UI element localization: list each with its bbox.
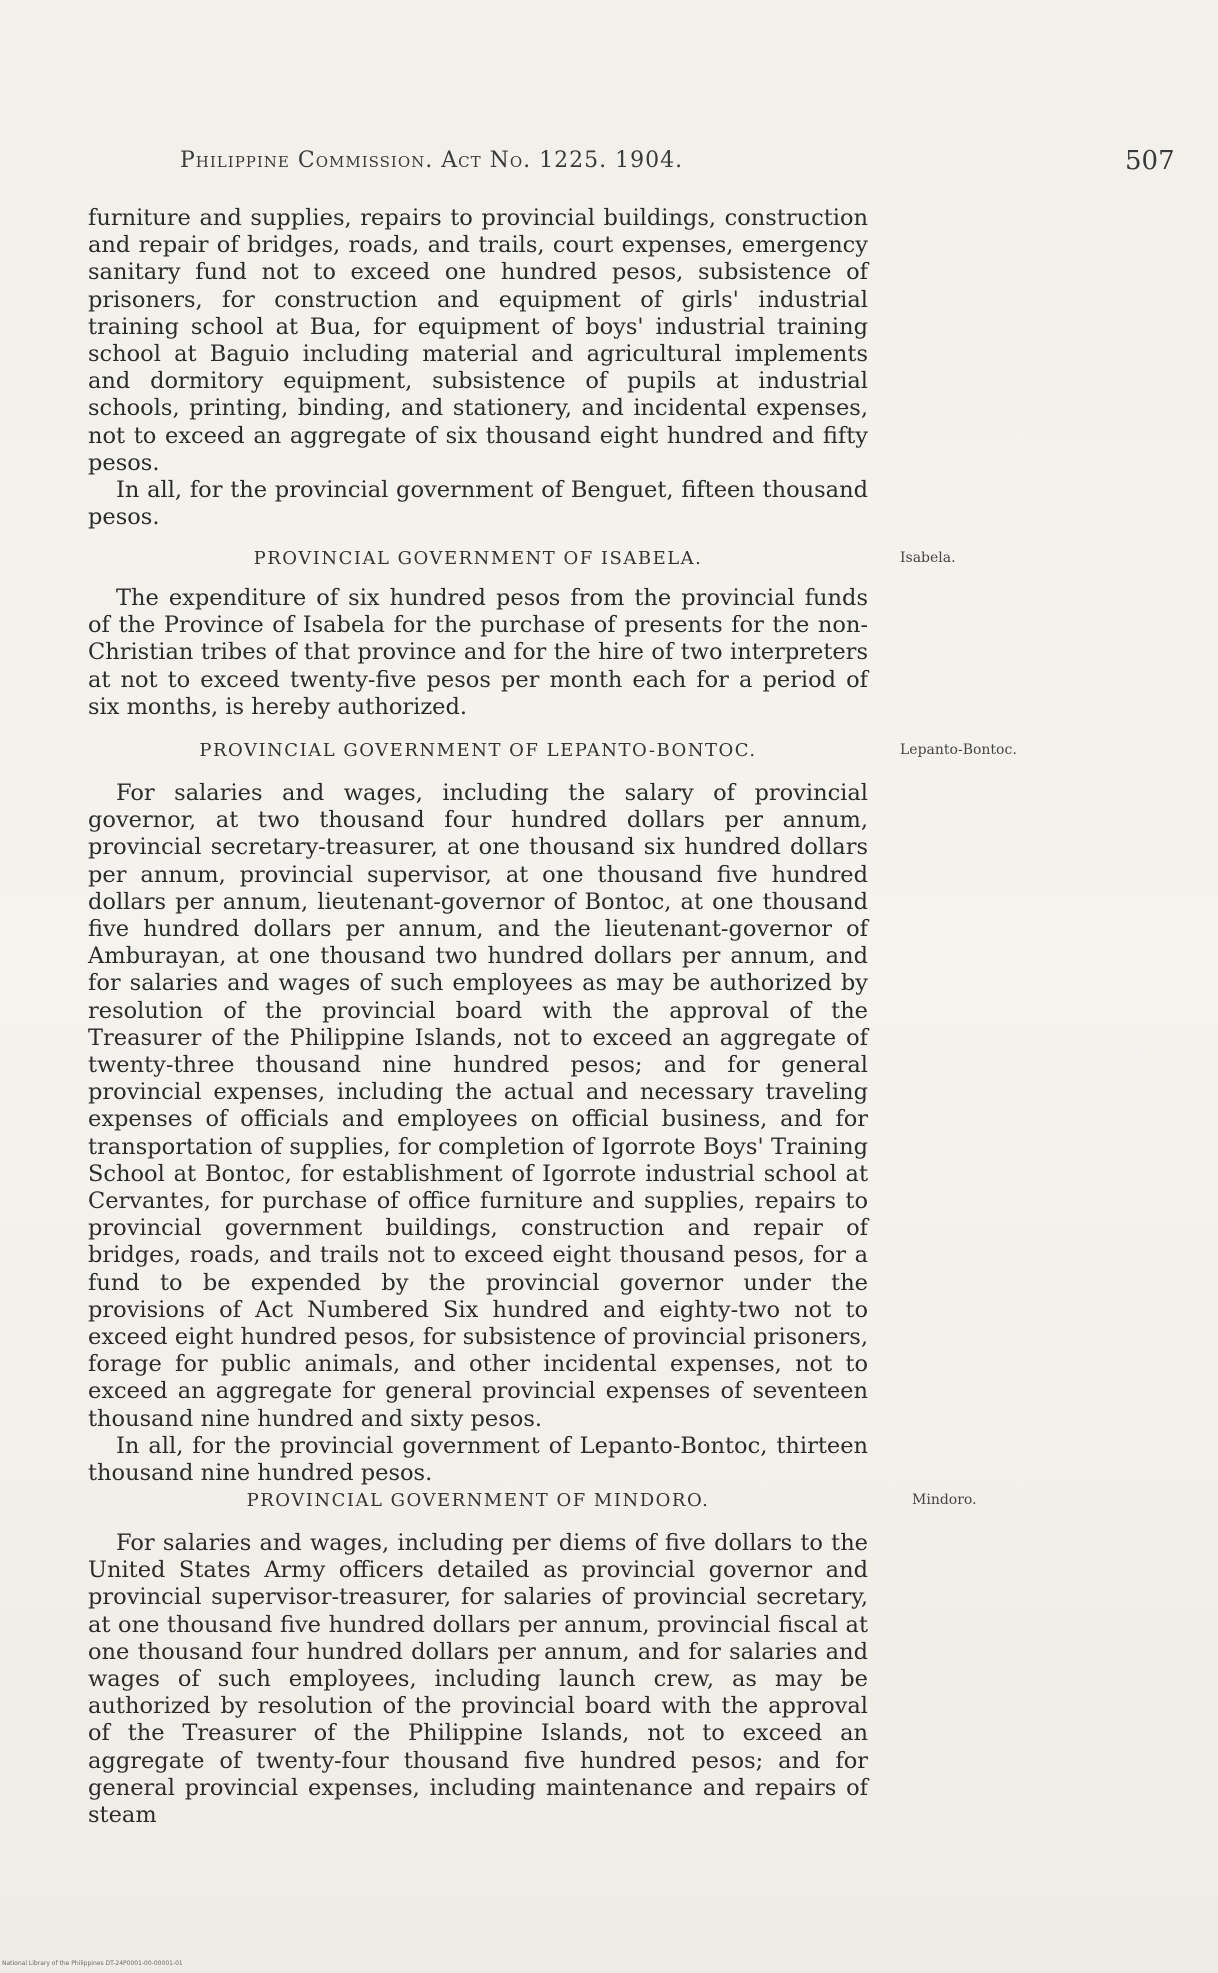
heading-mindoro: PROVINCIAL GOVERNMENT OF MINDORO.: [246, 1490, 710, 1511]
paragraph-lepanto-bontoc: For salaries and wages, including the salary of provincial governor, at two thousand four hundred dollars per annum, provincial secretary-treasurer, at one thousand six hundred dollars per annum, provincial supervisor, at one thousand five hundred dollars per annum, lieutenant-governor of Bontoc, at one thousand five hundred dollars per annum, and the lieutenant-governor of Amburayan, at one thousand two hundred dollars per annum, and for salaries and wages of such employees as may be authorized by resolution of the provincial board with the approval of the Treasurer of the Philippine Islands, not to exceed an aggregate of twenty-three thousand nine hundred pesos; and for general provincial expenses, including the actual and necessary traveling expenses of officials and employees on official business, and for transportation of supplies, for completion of Igorrote Boys' Training School at Bontoc, for establishment of Igorrote industrial school at Cervantes, for purchase of office furniture and supplies, repairs to provincial government buildings, construction and repair of bridges, roads, and trails not to exceed eight thousand pesos, for a fund to be expended by the provincial governor under the provisions of Act Numbered Six hundred and eighty-two not to exceed eight hundred pesos, for subsistence of provincial prisoners, forage for public animals, and other incidental expenses, not to exceed an aggregate for general provincial expenses of seventeen thousand nine hundred and sixty pesos.: [88, 780, 868, 1432]
paragraph-isabela: The expenditure of six hundred pesos from the provincial funds of the Province of Isabela for the purchase of presents for the non-Christian tribes of that province and for the hire of two interpreters at not to exceed twenty-five pesos per month each for a period of six months, is hereby authorized.: [88, 585, 868, 720]
lepanto-bontoc-section: [88, 780, 868, 1487]
scan-credit: National Library of the Philippines DT-24P0001-00-00001-01: [2, 1960, 183, 1967]
running-head: Philippine Commission. Act No. 1225. 1904.: [180, 148, 684, 173]
benguet-continuation: [88, 205, 868, 531]
margin-note-mindoro: Mindoro.: [912, 1492, 977, 1508]
mindoro-section: [88, 1530, 868, 1829]
heading-lepanto-bontoc: PROVINCIAL GOVERNMENT OF LEPANTO-BONTOC.: [199, 740, 757, 761]
paragraph-lepanto-bontoc-total: In all, for the provincial government of Lepanto-Bontoc, thirteen thousand nine hundred pesos.: [88, 1432, 868, 1487]
page-number: 507: [1125, 146, 1175, 176]
heading-isabela: PROVINCIAL GOVERNMENT OF ISABELA.: [253, 548, 703, 569]
isabela-section: [88, 585, 868, 721]
paragraph-benguet-expenses: furniture and supplies, repairs to provincial buildings, construction and repair of bridges, roads, and trails, court expenses, emergency sanitary fund not to exceed one hundred pesos, subsistence of prisoners, for construction and equipment of girls' industrial training school at Bua, for equipment of boys' industrial training school at Baguio including material and agricultural implements and dormitory equipment, subsistence of pupils at industrial schools, printing, binding, and stationery, and incidental expenses, not to exceed an aggregate of six thousand eight hundred and fifty pesos.: [88, 205, 868, 476]
paragraph-benguet-total: In all, for the provincial government of Benguet, fifteen thousand pesos.: [88, 477, 868, 531]
margin-note-lepanto-bontoc: Lepanto-Bontoc.: [900, 742, 1017, 758]
paragraph-mindoro: For salaries and wages, including per diems of five dollars to the United States Army officers detailed as provincial governor and provincial supervisor-treasurer, for salaries of provincial secretary, at one thousand five hundred dollars per annum, provincial fiscal at one thousand four hundred dollars per annum, and for salaries and wages of such employees, including launch crew, as may be authorized by resolution of the provincial board with the approval of the Treasurer of the Philippine Islands, not to exceed an aggregate of twenty-four thousand five hundred pesos; and for general provincial expenses, including maintenance and repairs of steam: [88, 1530, 868, 1829]
margin-note-isabela: Isabela.: [900, 550, 956, 566]
